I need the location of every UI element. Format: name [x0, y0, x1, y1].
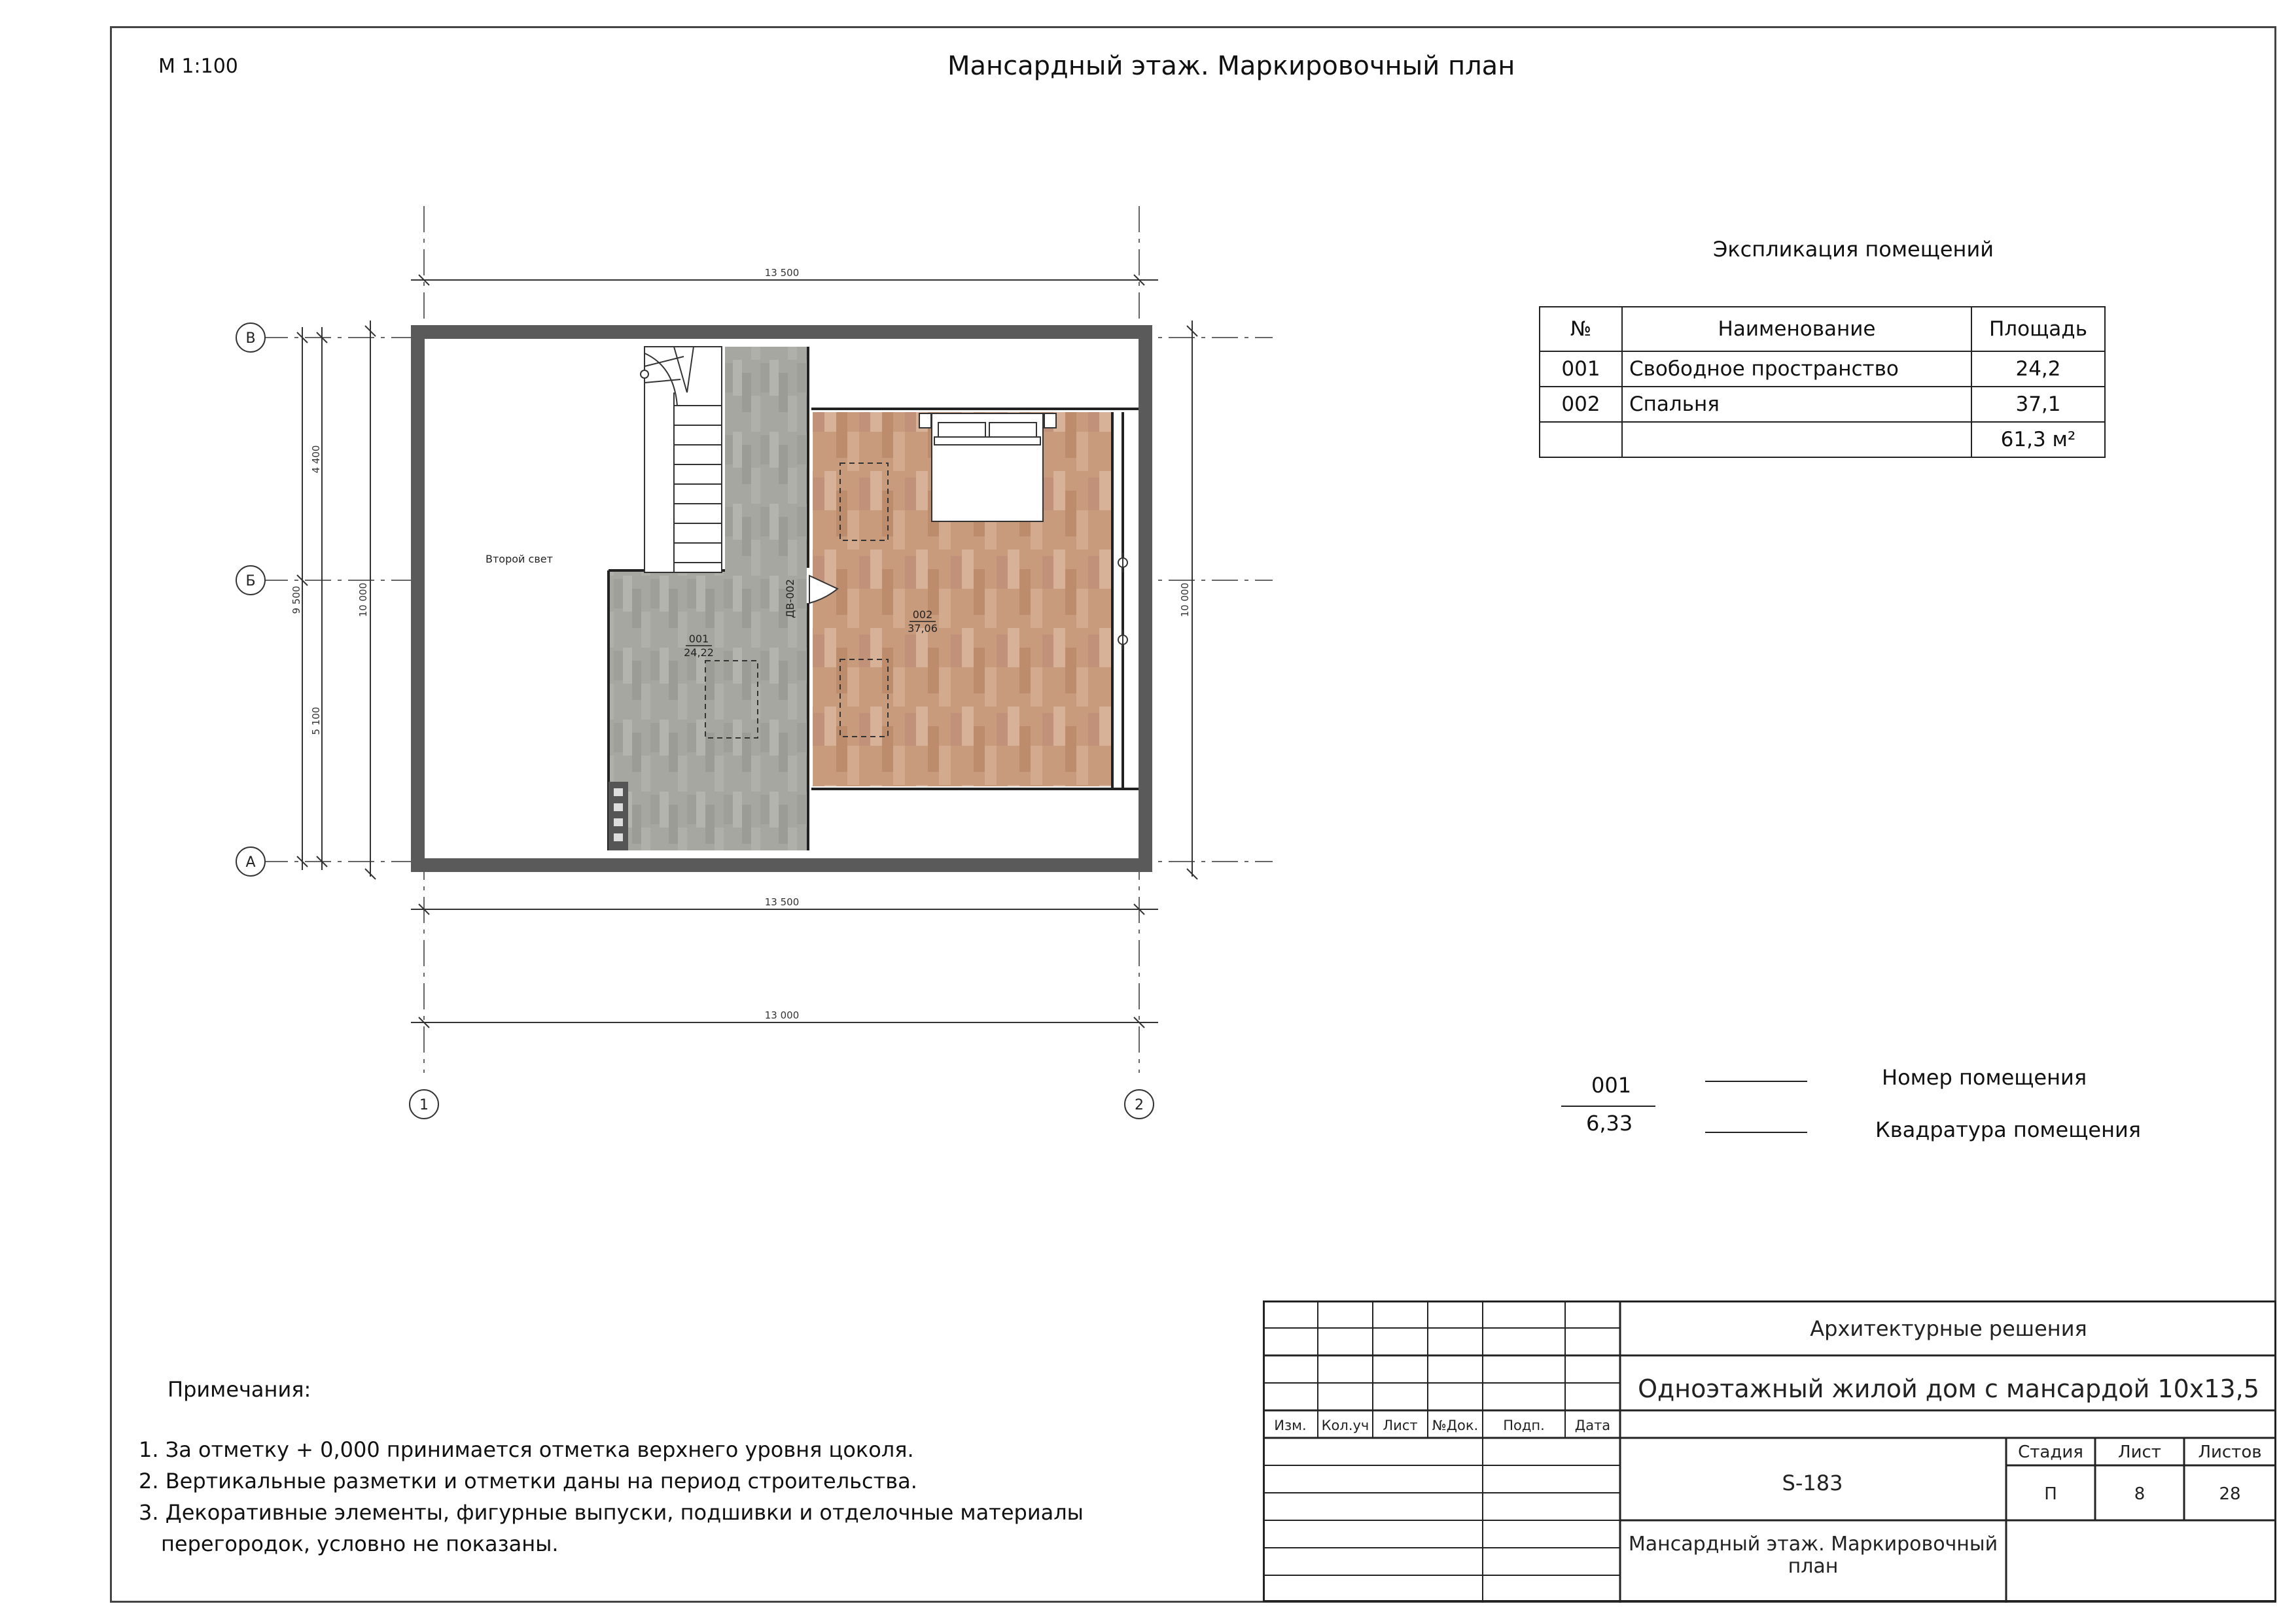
stamp-sheets-label: Листов — [2198, 1442, 2262, 1462]
title-block — [1263, 1300, 2277, 1603]
note-item: 3. Декоративные элементы, фигурные выпуски, подшивки и отделочные материалы — [139, 1500, 1084, 1525]
axis-label-1: 1 — [419, 1097, 429, 1113]
stamp-sheet-label: Лист — [2118, 1442, 2161, 1462]
legend-sample-area: 6,33 — [1586, 1111, 1633, 1136]
stamp-header-list: Лист — [1383, 1418, 1418, 1433]
dim-bottom-axes: 13 000 — [764, 1009, 800, 1021]
dim-left-upper: 4 400 — [310, 445, 322, 474]
floor-plan — [0, 0, 1309, 1151]
legend-divider — [1561, 1106, 1655, 1107]
legend-number-label: Номер помещения — [1882, 1065, 2087, 1090]
axis-label-b: Б — [245, 573, 256, 589]
axis-label-a: А — [245, 854, 256, 871]
stamp-header-data: Дата — [1574, 1418, 1611, 1433]
table-row — [1540, 351, 2105, 387]
stamp-header-izm: Изм. — [1274, 1418, 1307, 1433]
stamp-header-podp: Подп. — [1503, 1418, 1545, 1433]
note-item: перегородок, условно не показаны. — [161, 1531, 559, 1556]
table-header-row — [1540, 307, 2105, 351]
row-area: 37,1 — [1971, 387, 2105, 422]
stamp-header-ndok: №Док. — [1432, 1418, 1479, 1433]
second-light-label: Второй свет — [486, 553, 553, 565]
room-001-area: 24,22 — [684, 646, 714, 659]
legend-area-label: Квадратура помещения — [1875, 1117, 2142, 1142]
scale-label: М 1:100 — [158, 55, 238, 78]
door-mark: ДВ-002 — [784, 579, 796, 618]
row-name: Спальня — [1622, 387, 1971, 422]
col-header-name: Наименование — [1622, 307, 1971, 351]
dim-left-overall: 10 000 — [357, 582, 369, 618]
shelving — [609, 782, 628, 850]
stamp-sheet: 8 — [2134, 1484, 2146, 1504]
stamp-project: Одноэтажный жилой дом с мансардой 10х13,5 — [1638, 1374, 2259, 1403]
notes-title: Примечания: — [168, 1377, 311, 1402]
row-area: 24,2 — [1971, 351, 2105, 387]
dim-top: 13 500 — [764, 267, 800, 279]
row-num: 002 — [1540, 387, 1622, 422]
total-area: 61,3 м² — [1971, 422, 2105, 457]
legend-line-number — [1705, 1081, 1807, 1082]
dim-bottom-outer: 13 500 — [764, 896, 800, 908]
sheet-title: Мансардный этаж. Маркировочный план — [947, 51, 1515, 81]
room-002-area: 37,06 — [908, 622, 938, 635]
dim-left-axes: 9 500 — [291, 585, 302, 614]
dim-left-lower: 5 100 — [310, 707, 322, 735]
col-header-num: № — [1540, 307, 1622, 351]
dim-right-overall: 10 000 — [1179, 582, 1191, 618]
row-num: 001 — [1540, 351, 1622, 387]
stamp-section: Архитектурные решения — [1810, 1316, 2087, 1341]
table-total-row — [1540, 422, 2105, 457]
stamp-sheet-title: Мансардный этаж. Маркировочный план — [1628, 1533, 1998, 1578]
legend-line-area — [1705, 1132, 1807, 1133]
axis-label-2: 2 — [1135, 1097, 1144, 1113]
row-name: Свободное пространство — [1622, 351, 1971, 387]
staircase — [641, 347, 722, 572]
stamp-sheets: 28 — [2219, 1484, 2241, 1504]
stamp-stage: П — [2044, 1484, 2057, 1504]
floor-hall — [609, 570, 807, 850]
note-item: 1. За отметку + 0,000 принимается отметка верхнего уровня цоколя. — [139, 1437, 914, 1462]
explication-title: Экспликация помещений — [1713, 237, 1994, 262]
axis-label-v: В — [245, 330, 256, 347]
bed — [919, 413, 1056, 521]
stamp-header-koluch: Кол.уч — [1321, 1418, 1369, 1433]
stamp-stage-label: Стадия — [2018, 1442, 2083, 1462]
room-001-number: 001 — [688, 633, 709, 645]
notes — [139, 1374, 1084, 1560]
note-item: 2. Вертикальные разметки и отметки даны на период строительства. — [139, 1469, 917, 1493]
legend-sample-number: 001 — [1591, 1073, 1632, 1098]
table-row — [1540, 387, 2105, 422]
col-header-area: Площадь — [1971, 307, 2105, 351]
stamp-code: S-183 — [1782, 1471, 1843, 1495]
room-002-number: 002 — [912, 608, 933, 621]
explication-table — [1539, 306, 2106, 458]
